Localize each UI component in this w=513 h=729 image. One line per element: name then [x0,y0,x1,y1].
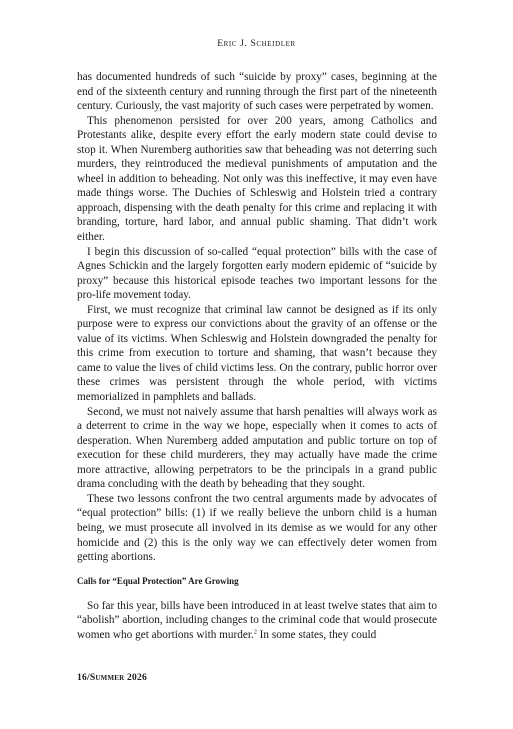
footnote-marker: 2 [253,628,257,635]
paragraph-introduction: I begin this discussion of so-called “equal protection” bills with the case of Agnes Schickin and the largely forgotten early modern epidemic of “suicide by proxy” because this historical episode teaches two important lessons for the pro-life movement today. [77,245,437,302]
page-folio: 16/Summer 2026 [77,672,147,683]
paragraph-first-lesson: First, we must recognize that criminal law cannot be designed as if its only purpose were to express our convictions about the gravity of an offense or the value of its victims. When Schleswig and Holstein downgraded the penalty for this crime from execution to torture and shaming, that wasn’t because they came to value the lives of child victims less. On the contrary, public horror over these crimes was persistent through the whole period, with victims memorialized in pamphlets and ballads. [77,303,437,404]
running-head-author: Eric J. Scheidler [217,38,296,49]
paragraph-continued: has documented hundreds of such “suicide by proxy” cases, beginning at the end of the sixteenth century and running through the first part of the nineteenth century. Curiously, the vast majority of such cases were perpetrated by women. [77,71,437,113]
article-body [77,70,437,642]
paragraph-two-arguments: These two lessons confront the two central arguments made by advocates of “equal protection” bills: (1) if we really believe the unborn child is a human being, we must prosecute all involved in its demise as we would for any other homicide and (2) this is the only way we can effectively deter women from getting abortions. [77,492,437,564]
paragraph-second-lesson: Second, we must not naively assume that harsh penalties will always work as a deterrent to crime in the way we hope, especially when it comes to acts of desperation. When Nuremberg added amputation and public torture on top of execution for these child murderers, they may actually have made the crime more attractive, allowing perpetrators to be the principals in a grand public drama concluding with the death by beheading that they sought. [77,405,437,491]
paragraph-text-start: So far this year, bills have been introduced in at least twelve states that aim to “abolish” abortion, including changes to the criminal code that would prosecute women who get abortions with murder. [77,599,437,641]
section-heading: Calls for “Equal Protection” Are Growing [77,575,239,586]
paragraph-phenomenon: This phenomenon persisted for over 200 years, among Catholics and Protestants alike, despite every effort the early modern state could devise to stop it. When Nuremberg authorities saw that beheading was not deterring such murders, they reintroduced the medieval punishments of amputation and the wheel in addition to beheading. Not only was this ineffective, it may even have made things worse. The Duchies of Schleswig and Holstein tried a contrary approach, dispensing with the death penalty for this crime and replacing it with branding, torture, hard labor, and annual public shaming. That didn’t work either. [77,114,437,244]
paragraph-text-end: In some states, they could [256,628,377,641]
paragraph-bills-introduced [77,599,437,643]
